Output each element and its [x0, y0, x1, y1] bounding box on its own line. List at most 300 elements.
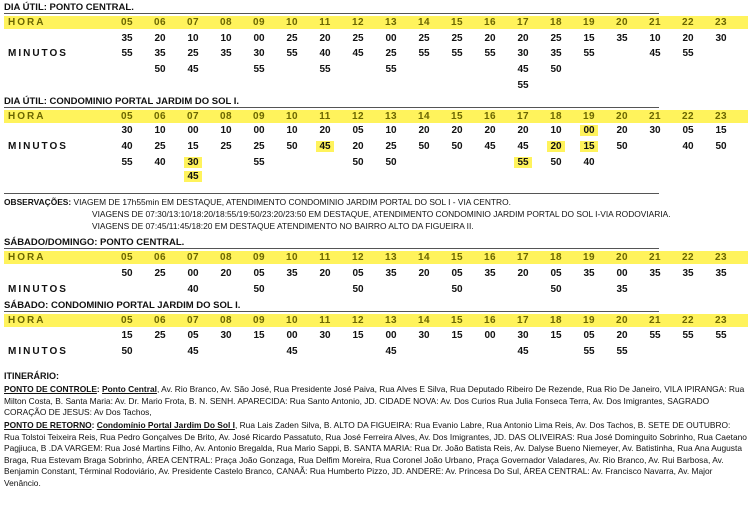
control-route: , Av. Rio Branco, Av. São José, Rua Presidente José Paiva, Rua Alves E Silva, Rua Deputado Ribeiro De Rezende, Rua Rio De Janeiro, VILA IPIRANGA: Rua Milton Costa, B. Santa Maria: Av. Dr. Mario Frota, B. N. SENH. APARECIDA: Rua Santo Antonio, JD. CIDADE NOVA: Av. Dos Curios Rua Julia Fonseca Terra, Av. Dos Imigrantes, SAGRADO CORAÇÃO DE JESUS: Av Dos Tachos,	[4, 384, 745, 417]
minute-cell	[442, 125, 472, 136]
minute-cell	[541, 64, 571, 75]
minute-value: 50	[550, 284, 562, 295]
minute-value: 10	[649, 33, 661, 44]
minute-value: 15	[715, 125, 727, 136]
hour-cell: 21	[648, 252, 662, 263]
hour-cell: 15	[450, 111, 464, 122]
hour-cell: 13	[384, 111, 398, 122]
minute-value: 30	[517, 330, 529, 341]
hour-cell: 15	[450, 17, 464, 28]
hour-cell: 08	[219, 17, 233, 28]
minute-value: 25	[154, 268, 166, 279]
minute-value: 10	[550, 125, 562, 136]
minute-value: 50	[253, 284, 265, 295]
minute-cell	[211, 48, 241, 59]
hour-cell: 09	[252, 252, 266, 263]
minute-cell	[640, 330, 670, 341]
minute-cell	[409, 33, 439, 44]
minute-cell	[211, 33, 241, 44]
minute-value: 50	[352, 284, 364, 295]
minute-value: 40	[682, 141, 694, 152]
minute-cell	[607, 330, 637, 341]
control-name: Ponto Central	[102, 384, 157, 394]
minute-value: 15	[187, 141, 199, 152]
minute-cell	[706, 125, 736, 136]
minute-cell	[640, 48, 670, 59]
minute-value: 50	[418, 141, 430, 152]
minute-value: 45	[517, 64, 529, 75]
minute-value: 05	[187, 330, 199, 341]
minute-cell	[673, 141, 703, 152]
minute-value: 25	[154, 330, 166, 341]
minute-value: 20	[319, 268, 331, 279]
hour-cell: 07	[186, 252, 200, 263]
minute-cell	[541, 48, 571, 59]
minute-cell	[442, 33, 472, 44]
minute-value: 00	[385, 330, 397, 341]
minute-cell	[244, 125, 274, 136]
hour-cell: 11	[319, 315, 331, 326]
minute-value: 55	[682, 48, 694, 59]
minute-cell	[277, 33, 307, 44]
minute-value: 15	[580, 141, 597, 152]
minute-value: 40	[319, 48, 331, 59]
minute-value: 20	[418, 125, 430, 136]
hour-cell: 10	[285, 111, 299, 122]
minute-value: 35	[616, 33, 628, 44]
minute-cell	[277, 330, 307, 341]
minute-value: 05	[583, 330, 595, 341]
minute-cell	[607, 141, 637, 152]
minute-cell	[376, 141, 406, 152]
minute-cell	[475, 33, 505, 44]
minute-value: 45	[316, 141, 333, 152]
minute-value: 00	[187, 268, 199, 279]
minute-cell	[409, 125, 439, 136]
minute-cell	[145, 33, 175, 44]
minute-value: 20	[682, 33, 694, 44]
minute-value: 05	[550, 268, 562, 279]
hour-cell: 07	[186, 17, 200, 28]
minute-cell	[310, 268, 340, 279]
hour-cell: 18	[549, 252, 563, 263]
minute-cell	[376, 330, 406, 341]
minute-value: 20	[517, 125, 529, 136]
minute-value: 50	[286, 141, 298, 152]
minute-cell	[178, 33, 208, 44]
minute-value: 10	[154, 125, 166, 136]
minute-cell	[607, 33, 637, 44]
minute-value: 35	[715, 268, 727, 279]
minute-value: 10	[385, 125, 397, 136]
hour-cell: 12	[351, 111, 365, 122]
minute-cell	[244, 48, 274, 59]
minute-cell	[541, 141, 571, 152]
minute-value: 25	[286, 33, 298, 44]
minute-cell	[442, 330, 472, 341]
hour-cell: 22	[681, 252, 695, 263]
minute-cell	[442, 268, 472, 279]
hour-cell: 17	[516, 252, 530, 263]
minute-cell	[112, 141, 142, 152]
minute-value: 45	[385, 346, 397, 357]
return-label: PONTO DE RETORNO	[4, 420, 92, 430]
hour-cell: 09	[252, 111, 266, 122]
minute-cell	[475, 48, 505, 59]
minute-value: 20	[616, 330, 628, 341]
minute-cell	[343, 125, 373, 136]
minute-cell	[442, 141, 472, 152]
minute-value: 25	[154, 141, 166, 152]
minute-cell	[178, 157, 208, 168]
observations-text-1: VIAGEM DE 17h55min EM DESTAQUE, ATENDIMENTO CONDOMINIO JARDIM PORTAL DO SOL I - VIA CENTRO.	[73, 197, 511, 207]
minute-value: 20	[517, 33, 529, 44]
minute-cell	[541, 125, 571, 136]
minute-cell	[310, 48, 340, 59]
minute-value: 00	[286, 330, 298, 341]
hour-cell: 18	[549, 111, 563, 122]
minute-value: 10	[220, 125, 232, 136]
minute-cell	[508, 33, 538, 44]
hour-cell: 05	[120, 315, 134, 326]
minute-value: 35	[286, 268, 298, 279]
minute-value: 55	[121, 157, 133, 168]
hour-cell: 19	[582, 315, 596, 326]
minute-value: 35	[220, 48, 232, 59]
hour-cell: 08	[219, 315, 233, 326]
minute-cell	[343, 48, 373, 59]
minute-cell	[112, 33, 142, 44]
observations-line-3: VIAGENS DE 07:45/11:45/18:20 EM DESTAQUE ATENDIMENTO NO BAIRRO ALTO DA FIGUEIRA II.	[92, 221, 474, 231]
hour-cell: 06	[153, 111, 167, 122]
minute-cell	[376, 157, 406, 168]
hour-cell: 14	[417, 17, 431, 28]
minute-cell	[244, 268, 274, 279]
minute-value: 35	[385, 268, 397, 279]
minute-cell	[475, 125, 505, 136]
hour-cell: 19	[582, 111, 596, 122]
hour-cell: 16	[483, 111, 497, 122]
minute-cell	[574, 330, 604, 341]
minute-value: 20	[451, 125, 463, 136]
hour-cell: 14	[417, 315, 431, 326]
hour-cell: 19	[582, 17, 596, 28]
minute-cell	[244, 157, 274, 168]
hour-cell: 23	[714, 315, 728, 326]
minute-value: 55	[418, 48, 430, 59]
minute-value: 50	[352, 157, 364, 168]
minute-value: 50	[121, 268, 133, 279]
minute-cell	[244, 64, 274, 75]
hour-cell: 12	[351, 17, 365, 28]
minute-cell	[178, 268, 208, 279]
minute-cell	[541, 268, 571, 279]
minute-value: 55	[583, 48, 595, 59]
minute-cell	[310, 330, 340, 341]
minute-value: 20	[319, 125, 331, 136]
section-divider	[4, 13, 659, 14]
minute-cell	[376, 64, 406, 75]
hour-cell: 23	[714, 111, 728, 122]
minute-value: 15	[253, 330, 265, 341]
minute-value: 45	[184, 171, 201, 182]
hour-cell: 08	[219, 111, 233, 122]
hour-cell: 14	[417, 111, 431, 122]
hour-cell: 09	[252, 315, 266, 326]
minute-cell	[178, 171, 208, 182]
minute-cell	[409, 141, 439, 152]
minute-value: 00	[484, 330, 496, 341]
minute-value: 55	[649, 330, 661, 341]
minute-cell	[178, 346, 208, 357]
observations-label: OBSERVAÇÕES:	[4, 197, 72, 207]
minute-cell	[277, 141, 307, 152]
minute-cell	[706, 33, 736, 44]
minute-cell	[277, 125, 307, 136]
minute-cell	[145, 125, 175, 136]
minute-cell	[574, 268, 604, 279]
minute-value: 45	[517, 141, 529, 152]
minute-cell	[211, 141, 241, 152]
minute-value: 20	[484, 33, 496, 44]
minute-value: 20	[220, 268, 232, 279]
observations-line-1	[4, 197, 511, 207]
itinerary-return: PONTO DE RETORNO: Condomínio Portal Jardim Do Sol I, Rua Lais Zaden Silva, B. ALTO DA FIGUEIRA: Rua Evanio Labre, Rua Antonio Lima Reis, Av. Dos Tachos, B. SETE DE OUTUBRO: Rua Tolstoi Teixeira Reis, Rua Pedro Gonçalves De Brito, Av. José Ricardo Passatuto, Rua José Ferreira Alves, Av. Dos Imigrantes, JD. DAS OLIVEIRAS: Rua José Dominguito Sobrinho, Rua Caetano Pagjiuca, B .DA VARGEM: Rua José Martins Filho, Av. Antonio Bregalda, Rua Mario Sappi, B. SANTA MARIA: Rua Dr. João Batista Reis, Av. Dalyse Bueno Niemeyer, Av. Batistinha, Rua Ana Augusta Braga, Rua Estevam Braga Sobrinho, ÁREA CENTRAL: Praça João Gonzaga, Rua Delfim Moreira, Rua Coronel João Urbano, Praça Governador Valadares, Av. Rio Branco, Av. Rui Barbosa, Av. Benjamin Constant, Términal Rodoviário, Av. Presidente Castelo Branco, CANAÃ: Rua Humberto Pizzo, JD. ANDERE: Av. Princesa Do Sul, ÁREA CENTRAL: Av. Francisco Navarra, Av. Major Venâncio.	[4, 420, 747, 488]
minute-cell	[673, 48, 703, 59]
minute-cell	[145, 157, 175, 168]
minute-value: 30	[253, 48, 265, 59]
minute-cell	[508, 141, 538, 152]
minute-cell	[211, 330, 241, 341]
minute-cell	[640, 33, 670, 44]
minute-value: 05	[451, 268, 463, 279]
minute-cell	[310, 125, 340, 136]
minute-cell	[508, 80, 538, 91]
minute-cell	[607, 346, 637, 357]
minute-value: 55	[286, 48, 298, 59]
minute-value: 45	[352, 48, 364, 59]
minute-value: 25	[352, 33, 364, 44]
minute-cell	[145, 330, 175, 341]
hour-cell: 07	[186, 315, 200, 326]
section-title: DIA ÚTIL: PONTO CENTRAL.	[4, 2, 134, 13]
minute-cell	[706, 330, 736, 341]
minute-cell	[343, 268, 373, 279]
minute-value: 25	[451, 33, 463, 44]
minute-cell	[475, 141, 505, 152]
hour-label: HORA	[8, 111, 46, 122]
minute-value: 35	[550, 48, 562, 59]
minute-cell	[145, 64, 175, 75]
minute-cell	[178, 64, 208, 75]
hour-cell: 17	[516, 111, 530, 122]
minute-value: 00	[187, 125, 199, 136]
minute-cell	[310, 141, 340, 152]
minute-cell	[310, 33, 340, 44]
minute-value: 05	[253, 268, 265, 279]
hour-cell: 22	[681, 315, 695, 326]
minute-cell	[574, 48, 604, 59]
minute-value: 30	[517, 48, 529, 59]
minute-cell	[409, 48, 439, 59]
minute-cell	[112, 125, 142, 136]
minute-cell	[508, 346, 538, 357]
section-title: DIA ÚTIL: CONDOMINIO PORTAL JARDIM DO SOL I.	[4, 96, 240, 107]
hour-cell: 06	[153, 17, 167, 28]
minute-value: 40	[187, 284, 199, 295]
minute-cell	[574, 125, 604, 136]
minute-value: 20	[352, 141, 364, 152]
minute-value: 55	[319, 64, 331, 75]
hour-cell: 21	[648, 315, 662, 326]
minute-cell	[277, 48, 307, 59]
minute-cell	[673, 125, 703, 136]
minute-value: 45	[649, 48, 661, 59]
minute-value: 45	[286, 346, 298, 357]
minute-cell	[475, 268, 505, 279]
hour-cell: 19	[582, 252, 596, 263]
minute-value: 50	[616, 141, 628, 152]
minute-value: 25	[385, 141, 397, 152]
minute-cell	[541, 330, 571, 341]
minute-value: 50	[451, 284, 463, 295]
minute-value: 50	[451, 141, 463, 152]
minute-value: 30	[649, 125, 661, 136]
minute-cell	[541, 284, 571, 295]
hour-label: HORA	[8, 315, 46, 326]
minute-value: 50	[154, 64, 166, 75]
minute-value: 05	[352, 125, 364, 136]
minute-value: 55	[121, 48, 133, 59]
minute-cell	[508, 64, 538, 75]
minute-cell	[376, 346, 406, 357]
minute-value: 30	[319, 330, 331, 341]
hour-cell: 10	[285, 252, 299, 263]
minute-cell	[244, 284, 274, 295]
minute-value: 00	[385, 33, 397, 44]
minute-value: 25	[253, 141, 265, 152]
minute-cell	[508, 268, 538, 279]
minute-value: 40	[121, 141, 133, 152]
minute-cell	[178, 141, 208, 152]
minutes-label: MINUTOS	[8, 346, 68, 357]
minute-value: 00	[253, 125, 265, 136]
minute-cell	[442, 48, 472, 59]
minute-cell	[244, 141, 274, 152]
minute-cell	[244, 330, 274, 341]
minute-cell	[211, 125, 241, 136]
minute-cell	[607, 268, 637, 279]
minute-value: 40	[583, 157, 595, 168]
minute-cell	[409, 330, 439, 341]
minute-value: 55	[253, 64, 265, 75]
minute-value: 10	[220, 33, 232, 44]
minute-value: 00	[580, 125, 597, 136]
hour-cell: 11	[319, 252, 331, 263]
minute-value: 40	[154, 157, 166, 168]
hour-cell: 05	[120, 17, 134, 28]
minute-value: 15	[451, 330, 463, 341]
minutes-label: MINUTOS	[8, 284, 68, 295]
hour-cell: 13	[384, 252, 398, 263]
minute-value: 50	[715, 141, 727, 152]
hour-cell: 18	[549, 17, 563, 28]
minute-value: 05	[682, 125, 694, 136]
minute-value: 30	[121, 125, 133, 136]
hour-cell: 09	[252, 17, 266, 28]
minute-cell	[376, 268, 406, 279]
hour-cell: 22	[681, 111, 695, 122]
minute-cell	[574, 33, 604, 44]
minute-cell	[343, 157, 373, 168]
minute-cell	[673, 268, 703, 279]
minute-value: 45	[517, 346, 529, 357]
minute-value: 25	[220, 141, 232, 152]
minute-cell	[112, 330, 142, 341]
hour-cell: 11	[319, 17, 331, 28]
minute-cell	[244, 33, 274, 44]
minute-value: 45	[187, 346, 199, 357]
minute-cell	[607, 284, 637, 295]
minute-value: 55	[253, 157, 265, 168]
section-divider	[4, 311, 659, 312]
hour-cell: 21	[648, 17, 662, 28]
hour-cell: 06	[153, 252, 167, 263]
minute-cell	[178, 330, 208, 341]
hour-cell: 14	[417, 252, 431, 263]
minute-value: 00	[253, 33, 265, 44]
hour-cell: 23	[714, 17, 728, 28]
hour-cell: 11	[319, 111, 331, 122]
minute-value: 55	[682, 330, 694, 341]
minute-cell	[574, 141, 604, 152]
minute-cell	[343, 141, 373, 152]
hour-cell: 16	[483, 252, 497, 263]
minute-value: 50	[385, 157, 397, 168]
hour-cell: 10	[285, 17, 299, 28]
minute-cell	[442, 284, 472, 295]
minute-value: 35	[154, 48, 166, 59]
section-title: SÁBADO: CONDOMINIO PORTAL JARDIM DO SOL I.	[4, 300, 241, 311]
minute-value: 25	[550, 33, 562, 44]
minute-value: 25	[385, 48, 397, 59]
minute-cell	[640, 268, 670, 279]
minute-cell	[409, 268, 439, 279]
minute-value: 50	[121, 346, 133, 357]
minute-cell	[574, 157, 604, 168]
hour-label: HORA	[8, 17, 46, 28]
minute-cell	[277, 346, 307, 357]
minute-value: 20	[154, 33, 166, 44]
observations-line-2: VIAGENS DE 07:30/13:10/18:20/18:55/19:50/23:20/23:50 EM DESTAQUE, ATENDIMENTO CONDOMINIO JARDIM PORTAL DO SOL I-VIA RODOVIARIA.	[92, 209, 671, 219]
minute-value: 55	[715, 330, 727, 341]
hour-cell: 17	[516, 17, 530, 28]
minute-value: 20	[517, 268, 529, 279]
minute-value: 15	[121, 330, 133, 341]
minute-value: 00	[616, 268, 628, 279]
minute-cell	[508, 330, 538, 341]
minute-cell	[673, 330, 703, 341]
hour-cell: 15	[450, 252, 464, 263]
hour-cell: 20	[615, 17, 629, 28]
minute-value: 55	[451, 48, 463, 59]
return-name: Condomínio Portal Jardim Do Sol I	[96, 420, 235, 430]
minute-value: 55	[517, 80, 529, 91]
minute-value: 35	[616, 284, 628, 295]
hour-cell: 16	[483, 17, 497, 28]
hour-cell: 05	[120, 111, 134, 122]
minute-cell	[112, 268, 142, 279]
